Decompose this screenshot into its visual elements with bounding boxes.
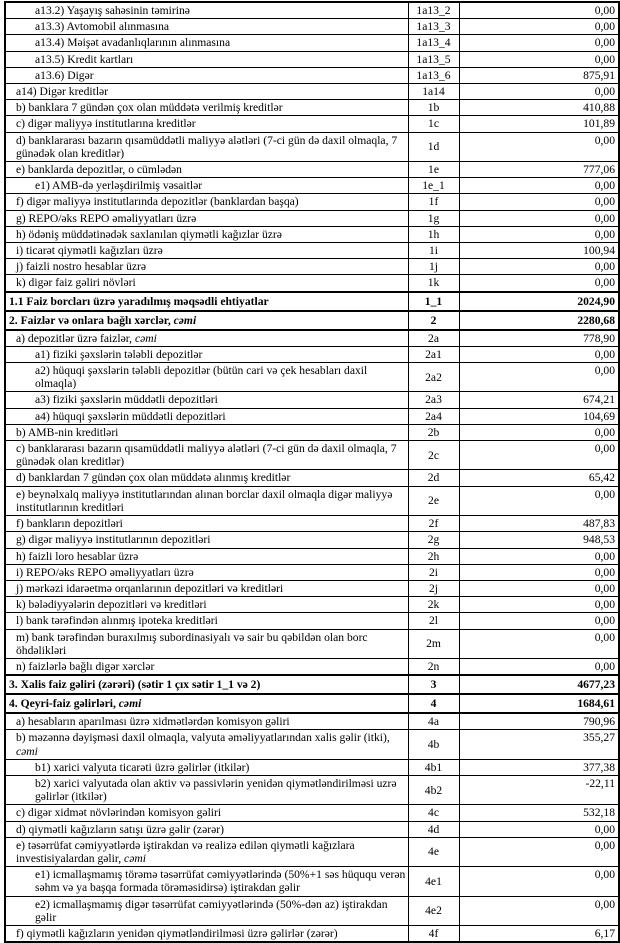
description-cell: h) ödəniş müddətinədək saxlanılan qiymətli kağızlar üzrə — [5, 226, 408, 242]
value-cell: 0,00 — [459, 629, 619, 658]
code-cell: 1h — [408, 226, 459, 242]
code-cell: 2a4 — [408, 408, 459, 424]
table-row — [5, 330, 619, 347]
code-cell: 3 — [408, 675, 459, 694]
value-cell: 0,00 — [459, 35, 619, 51]
code-cell: 1e — [408, 162, 459, 178]
code-cell: 1j — [408, 259, 459, 275]
description-cell: a14) Digər kreditlər — [5, 84, 408, 100]
value-cell: 778,90 — [459, 330, 619, 347]
description-cell: k) digər faiz gəliri növləri — [5, 275, 408, 292]
value-cell: 0,00 — [459, 84, 619, 100]
code-cell: 1e_1 — [408, 178, 459, 194]
description-cell: a4) hüquqi şəxslərin müddətli depozitləri — [5, 408, 408, 424]
code-cell: 4b1 — [408, 759, 459, 775]
value-cell: 0,00 — [459, 424, 619, 440]
value-cell: 0,00 — [459, 896, 619, 925]
value-cell: 0,00 — [459, 441, 619, 470]
value-cell: 487,83 — [459, 516, 619, 532]
value-cell: 1684,61 — [459, 694, 619, 713]
value-cell: 0,00 — [459, 2, 619, 19]
code-cell: 4e — [408, 837, 459, 866]
description-cell: b) AMB-nin kreditləri — [5, 424, 408, 440]
table-row — [5, 363, 619, 392]
value-cell: 0,00 — [459, 580, 619, 596]
code-cell: 1c — [408, 116, 459, 132]
code-cell: 2 — [408, 311, 459, 330]
code-cell: 2h — [408, 548, 459, 564]
value-cell: 100,94 — [459, 243, 619, 259]
description-cell: b1) xarici valyuta ticarəti üzrə gəlirlər (itkilər) — [5, 759, 408, 775]
description-cell: n) faizlərlə bağlı digər xərclər — [5, 658, 408, 675]
description-cell: e2) icmallaşmamış digər təsərrüfat cəmiyyətlərində (50%-dən az) iştirakdan gəlir — [5, 896, 408, 925]
description-cell: g) digər maliyyə institutlarının depozitləri — [5, 532, 408, 548]
income-statement-table — [4, 1, 620, 943]
description-cell: j) mərkəzi idarəetmə orqanlarının depozitləri və kreditləri — [5, 580, 408, 596]
table-row — [5, 470, 619, 486]
table-row — [5, 821, 619, 837]
description-emphasis: cəmi — [134, 331, 157, 345]
table-row — [5, 292, 619, 311]
table-row — [5, 275, 619, 292]
value-cell: 0,00 — [459, 194, 619, 210]
value-cell: 0,00 — [459, 613, 619, 629]
value-cell: 777,06 — [459, 162, 619, 178]
value-cell: 355,27 — [459, 730, 619, 759]
description-cell: i) REPO/əks REPO əməliyyatları üzrə — [5, 564, 408, 580]
value-cell: 674,21 — [459, 392, 619, 408]
table-row — [5, 210, 619, 226]
code-cell: 4e1 — [408, 867, 459, 896]
table-row — [5, 408, 619, 424]
code-cell: 2k — [408, 597, 459, 613]
description-cell: a2) hüquqi şəxslərin tələbli depozitlər (bütün cari və çek hesabları daxil olmaqla) — [5, 363, 408, 392]
code-cell: 2c — [408, 441, 459, 470]
table-row — [5, 51, 619, 67]
table-row — [5, 311, 619, 330]
value-cell: 0,00 — [459, 259, 619, 275]
value-cell: 0,00 — [459, 658, 619, 675]
code-cell: 4b — [408, 730, 459, 759]
table-row — [5, 805, 619, 821]
value-cell: 0,00 — [459, 226, 619, 242]
table-row — [5, 867, 619, 896]
financial-report-page — [0, 1, 620, 940]
value-cell: 0,00 — [459, 178, 619, 194]
table-row — [5, 441, 619, 470]
table-row — [5, 532, 619, 548]
code-cell: 2i — [408, 564, 459, 580]
value-cell: 0,00 — [459, 564, 619, 580]
code-cell: 4c — [408, 805, 459, 821]
code-cell: 1a13_2 — [408, 2, 459, 19]
value-cell: 410,88 — [459, 100, 619, 116]
description-cell: j) faizli nostro hesablar üzrə — [5, 259, 408, 275]
table-row — [5, 613, 619, 629]
description-cell: e1) AMB-də yerləşdirilmiş vəsaitlər — [5, 178, 408, 194]
code-cell: 1a13_4 — [408, 35, 459, 51]
code-cell: 2a1 — [408, 346, 459, 362]
value-cell: -22,11 — [459, 775, 619, 804]
description-cell: a13.3) Avtomobil alınmasına — [5, 19, 408, 35]
description-cell: m) bank tərəfindən buraxılmış subordinasiyalı və sair bu qəbildən olan borc öhdəlikləri — [5, 629, 408, 658]
table-row — [5, 424, 619, 440]
value-cell: 2280,68 — [459, 311, 619, 330]
code-cell: 1_1 — [408, 292, 459, 311]
description-emphasis: cəmi — [173, 313, 197, 327]
code-cell: 4b2 — [408, 775, 459, 804]
code-cell: 2g — [408, 532, 459, 548]
table-row — [5, 896, 619, 925]
value-cell: 0,00 — [459, 275, 619, 292]
code-cell: 1g — [408, 210, 459, 226]
description-cell: i) ticarət qiymətli kağızları üzrə — [5, 243, 408, 259]
code-cell: 4a — [408, 713, 459, 730]
description-emphasis: cəmi — [124, 851, 146, 865]
description-emphasis: cəmi — [118, 697, 142, 711]
value-cell: 2024,90 — [459, 292, 619, 311]
description-cell: f) bankların depozitləri — [5, 516, 408, 532]
table-row — [5, 629, 619, 658]
value-cell: 101,89 — [459, 116, 619, 132]
table-row — [5, 226, 619, 242]
table-row — [5, 713, 619, 730]
table-row — [5, 84, 619, 100]
code-cell: 2j — [408, 580, 459, 596]
code-cell: 2n — [408, 658, 459, 675]
value-cell: 0,00 — [459, 548, 619, 564]
value-cell: 0,00 — [459, 132, 619, 161]
code-cell: 2d — [408, 470, 459, 486]
table-row — [5, 516, 619, 532]
value-cell: 0,00 — [459, 486, 619, 515]
table-row — [5, 730, 619, 759]
description-cell: a13.6) Digər — [5, 67, 408, 83]
description-cell: b) məzənnə dəyişməsi daxil olmaqla, valyuta əməliyyatlarından xalis gəlir (itki), cəmi — [5, 730, 408, 759]
code-cell: 2e — [408, 486, 459, 515]
table-row — [5, 392, 619, 408]
description-cell: f) qiymətli kağızların yenidən qiymətləndirilməsi üzrə gəlirlər (zərər) — [5, 925, 408, 942]
table-row — [5, 178, 619, 194]
value-cell: 0,00 — [459, 821, 619, 837]
code-cell: 2f — [408, 516, 459, 532]
value-cell: 377,38 — [459, 759, 619, 775]
description-cell: f) digər maliyyə institutlarında depozitlər (banklardan başqa) — [5, 194, 408, 210]
table-row — [5, 67, 619, 83]
table-row — [5, 658, 619, 675]
table-row — [5, 837, 619, 866]
value-cell: 6,17 — [459, 925, 619, 942]
table-row — [5, 259, 619, 275]
description-cell: a) depozitlər üzrə faizlər, cəmi — [5, 330, 408, 347]
description-cell: c) banklararası bazarın qısamüddətli maliyyə alətləri (7-ci gün də daxil olmaqla, 7 günədək olan kreditlər) — [5, 441, 408, 470]
value-cell: 0,00 — [459, 363, 619, 392]
table-row — [5, 346, 619, 362]
table-row — [5, 132, 619, 161]
value-cell: 0,00 — [459, 867, 619, 896]
table-row — [5, 675, 619, 694]
table-row — [5, 775, 619, 804]
description-cell: 3. Xalis faiz gəliri (zərəri) (sətir 1 çıx sətir 1_1 və 2) — [5, 675, 408, 694]
code-cell: 4d — [408, 821, 459, 837]
description-cell: b) banklara 7 gündən çox olan müddətə verilmiş kreditlər — [5, 100, 408, 116]
description-cell: a3) fiziki şəxslərin müddətli depozitləri — [5, 392, 408, 408]
table-row — [5, 580, 619, 596]
code-cell: 1d — [408, 132, 459, 161]
code-cell: 2m — [408, 629, 459, 658]
table-row — [5, 194, 619, 210]
code-cell: 4e2 — [408, 896, 459, 925]
description-cell: c) digər maliyyə institutlarına kreditlər — [5, 116, 408, 132]
code-cell: 1a13_6 — [408, 67, 459, 83]
value-cell: 532,18 — [459, 805, 619, 821]
value-cell: 875,91 — [459, 67, 619, 83]
value-cell: 948,53 — [459, 532, 619, 548]
value-cell: 0,00 — [459, 837, 619, 866]
code-cell: 2l — [408, 613, 459, 629]
description-cell: 1.1 Faiz borcları üzrə yaradılmış məqsədli ehtiyatlar — [5, 292, 408, 311]
table-row — [5, 925, 619, 942]
code-cell: 2a2 — [408, 363, 459, 392]
code-cell: 1a13_5 — [408, 51, 459, 67]
table-row — [5, 597, 619, 613]
code-cell: 4f — [408, 925, 459, 942]
code-cell: 4 — [408, 694, 459, 713]
table-row — [5, 486, 619, 515]
table-row — [5, 243, 619, 259]
table-body — [5, 2, 619, 942]
value-cell: 0,00 — [459, 51, 619, 67]
value-cell: 0,00 — [459, 210, 619, 226]
description-cell: l) bank tərəfindən alınmış ipoteka kreditləri — [5, 613, 408, 629]
code-cell: 1i — [408, 243, 459, 259]
code-cell: 1k — [408, 275, 459, 292]
code-cell: 2a — [408, 330, 459, 347]
table-row — [5, 759, 619, 775]
table-row — [5, 564, 619, 580]
code-cell: 1f — [408, 194, 459, 210]
description-cell: 4. Qeyri-faiz gəlirləri, cəmi — [5, 694, 408, 713]
value-cell: 790,96 — [459, 713, 619, 730]
value-cell: 0,00 — [459, 19, 619, 35]
value-cell: 0,00 — [459, 346, 619, 362]
code-cell: 1b — [408, 100, 459, 116]
value-cell: 104,69 — [459, 408, 619, 424]
description-cell: b2) xarici valyutada olan aktiv və passivlərin yenidən qiymətləndirilməsi uzrə gəlirlər (itkilər) — [5, 775, 408, 804]
description-cell: c) digər xidmət növlərindən komisyon gəliri — [5, 805, 408, 821]
value-cell: 0,00 — [459, 597, 619, 613]
description-cell: a13.2) Yaşayış sahəsinin təmirinə — [5, 2, 408, 19]
description-cell: e) beynəlxalq maliyyə institutlarından alınan borclar daxil olmaqla digər maliyyə institutlarının kreditləri — [5, 486, 408, 515]
description-cell: d) banklardan 7 gündən çox olan müddətə alınmış kreditlər — [5, 470, 408, 486]
description-cell: a13.5) Kredit kartları — [5, 51, 408, 67]
description-cell: a13.4) Məişət avadanlıqlarının alınmasına — [5, 35, 408, 51]
description-cell: a1) fiziki şəxslərin tələbli depozitlər — [5, 346, 408, 362]
description-cell: e) banklarda depozitlər, o cümlədən — [5, 162, 408, 178]
description-cell: 2. Faizlər və onlara bağlı xərclər, cəmi — [5, 311, 408, 330]
description-cell: e1) icmallaşmamış törəmə təsərrüfat cəmiyyətlərində (50%+1 səs hüququ verən səhm və ya başqa formada törəməsidirsə) iştirakdan gəlir — [5, 867, 408, 896]
table-row — [5, 19, 619, 35]
code-cell: 1a13_3 — [408, 19, 459, 35]
description-emphasis: cəmi — [16, 744, 38, 758]
description-cell: g) REPO/əks REPO əməliyyatları üzrə — [5, 210, 408, 226]
description-cell: d) qiymətli kağızların satışı üzrə gəlir (zərər) — [5, 821, 408, 837]
code-cell: 2a3 — [408, 392, 459, 408]
description-cell: k) bələdiyyələrin depozitləri və kreditləri — [5, 597, 408, 613]
table-row — [5, 548, 619, 564]
value-cell: 65,42 — [459, 470, 619, 486]
description-cell: d) banklararası bazarın qısamüddətli maliyyə alətləri (7-ci gün də daxil olmaqla, 7 günədək olan kreditlər) — [5, 132, 408, 161]
table-row — [5, 162, 619, 178]
description-cell: a) hesabların aparılması üzrə xidmətlərdən komisyon gəliri — [5, 713, 408, 730]
description-cell: e) təsərrüfat cəmiyyətlərdə iştirakdan və realizə edilən qiymətli kağızlara investisiyalardan gəlir, cəmi — [5, 837, 408, 866]
table-row — [5, 116, 619, 132]
description-cell: h) faizli loro hesablar üzrə — [5, 548, 408, 564]
code-cell: 2b — [408, 424, 459, 440]
code-cell: 1a14 — [408, 84, 459, 100]
value-cell: 4677,23 — [459, 675, 619, 694]
table-row — [5, 35, 619, 51]
table-row — [5, 2, 619, 19]
table-row — [5, 694, 619, 713]
table-row — [5, 100, 619, 116]
